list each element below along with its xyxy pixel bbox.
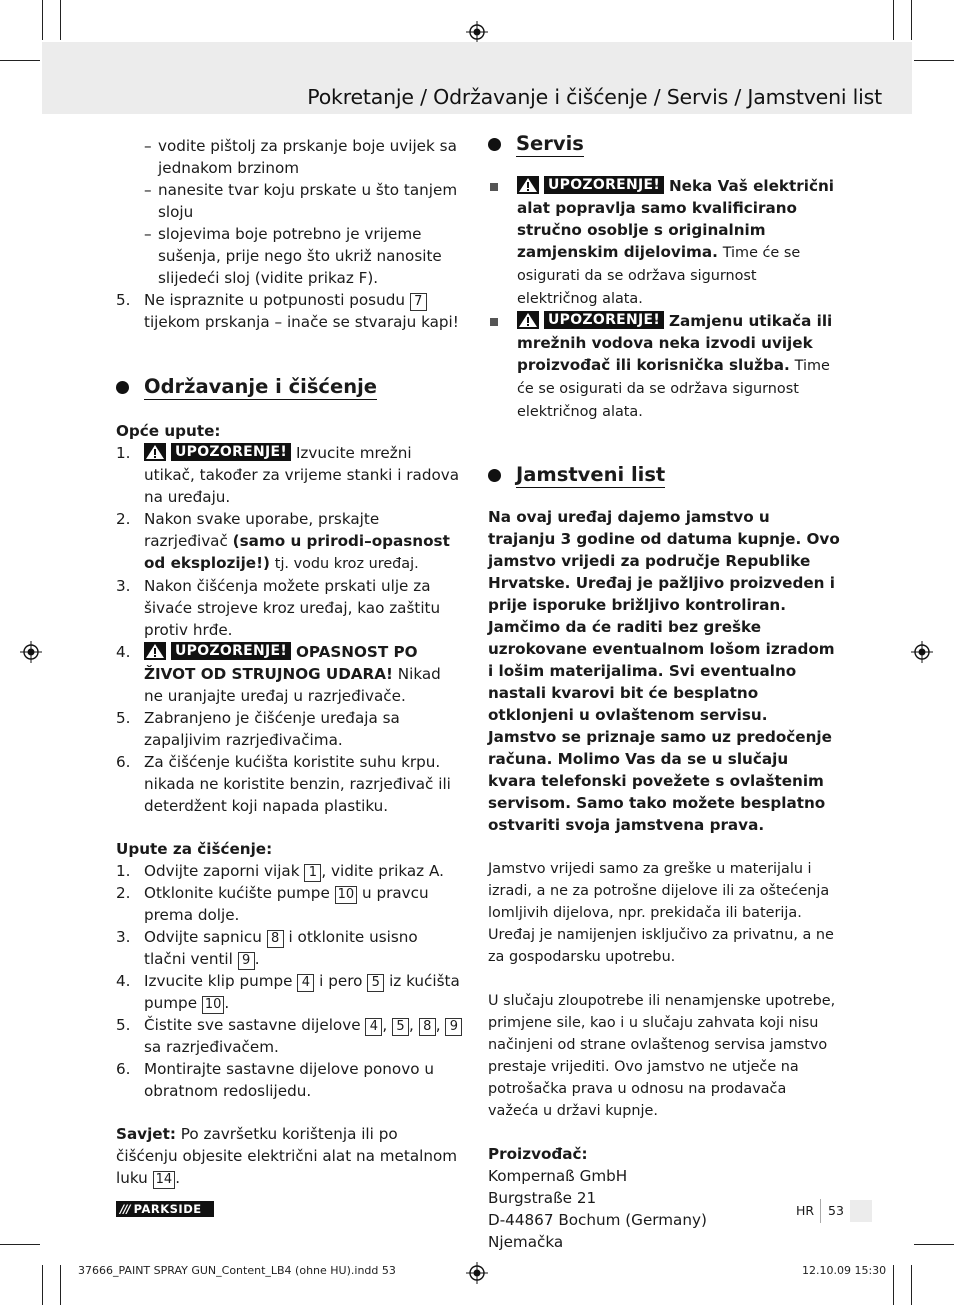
page-number: 53	[828, 1203, 844, 1218]
crop-mark	[42, 1265, 43, 1305]
dash-marker: –	[144, 225, 152, 243]
part-number-box: 8	[267, 930, 284, 948]
section-heading-service: Servis	[488, 132, 840, 157]
warning-triangle-icon	[144, 443, 166, 461]
part-number-box: 7	[410, 293, 427, 311]
cleaning-label: Upute za čišćenje:	[116, 840, 273, 858]
left-column	[116, 135, 464, 1189]
general-item-4: 4. UPOZORENJE! OPASNOST PO ŽIVOT OD STRUJNOG UDARA! Nikad ne uranjajte uređaj u razrjeđivače.	[116, 643, 441, 705]
logo-slashes-icon: ///	[120, 1202, 130, 1216]
general-item-2: 2. Nakon svake uporabe, prskajte razrjeđivač (samo u prirodi–opasnost od eksplozije!) tj. vodu kroz uređaj.	[116, 510, 450, 572]
registration-mark-icon	[20, 641, 42, 663]
warning-badge: UPOZORENJE!	[144, 443, 291, 461]
part-number-box: 4	[365, 1018, 382, 1036]
bullet-dot-icon	[116, 381, 129, 394]
dash-marker: –	[144, 137, 152, 155]
manufacturer-line: Burgstraße 21	[488, 1189, 597, 1207]
crop-mark	[914, 1244, 954, 1245]
general-item-1: 1. UPOZORENJE! Izvucite mrežni utikač, također za vrijeme stanki i radova na uređaju.	[116, 444, 460, 506]
step-5: 5. Ne ispraznite u potpunosti posudu 7 tijekom prskanja – inače se stvaraju kapi!	[116, 291, 459, 331]
crop-mark	[60, 1265, 61, 1305]
part-number-box: 9	[445, 1018, 462, 1036]
registration-mark-icon	[466, 21, 488, 43]
crop-mark	[911, 1265, 912, 1305]
square-bullet-icon	[490, 183, 498, 191]
manufacturer-line: D-44867 Bochum (Germany)	[488, 1211, 707, 1229]
part-number-box: 10	[202, 996, 225, 1014]
part-number-box: 14	[153, 1171, 176, 1189]
page-tab	[850, 1200, 872, 1222]
warning-triangle-icon	[517, 176, 539, 194]
cleaning-step-1: 1. Odvijte zaporni vijak 1 , vidite prikaz A.	[116, 862, 444, 880]
general-item-3: 3. Nakon čišćenja možete prskati ulje za šivaće strojeve kroz uređaj, kao zaštitu protiv hrđe.	[116, 577, 441, 639]
dash-marker: –	[144, 181, 152, 199]
registration-mark-icon	[911, 641, 933, 663]
footer-divider	[820, 1199, 821, 1223]
print-slug-file: 37666_PAINT SPRAY GUN_Content_LB4 (ohne HU).indd 53	[78, 1264, 396, 1277]
part-number-box: 9	[238, 952, 255, 970]
general-item-5: 5. Zabranjeno je čišćenje uređaja sa zapaljivim razrjeđivačima.	[116, 709, 400, 749]
manufacturer-line: Kompernaß GmbH	[488, 1167, 628, 1185]
dash-item: – slojevima boje potrebno je vrijeme sušenja, prije nego što ukriž nanosite slijedeći sloj (vidite prikaz F).	[144, 225, 442, 287]
warranty-paragraph-1: Jamstvo vrijedi samo za greške u materijalu i izradi, a ne za potrošne dijelove ili za oštećenja lomljivih dijelova, npr. prekidača ili baterija. Uređaj je namijenjen isključivo za privatnu, a ne za gospodarsku upotrebu.	[488, 861, 834, 965]
tip-paragraph: Savjet: Po završetku korištenja ili po čišćenju objesite električni alat na metalnom luku 14 .	[116, 1125, 458, 1187]
general-item-6: 6. Za čišćenje kućišta koristite suhu krpu. nikada ne koristite benzin, razrjeđivač ili deterdžent koji napada plastiku.	[116, 753, 451, 815]
crop-mark	[893, 1265, 894, 1305]
part-number-box: 5	[367, 974, 384, 992]
warranty-paragraph-2: U slučaju zloupotrebe ili nenamjenske upotrebe, primjene sile, kao i u slučaju zahvata koji nisu načinjeni od strane ovlaštenog servisa jamstvo prestaje vrijediti. Ovo jamstvo ne utječe na potrošačka prava u odnosu na prodavača važeća u državi kupnje.	[488, 993, 836, 1119]
crop-mark	[893, 0, 894, 40]
warning-badge: UPOZORENJE!	[517, 311, 664, 329]
part-number-box: 4	[297, 974, 314, 992]
language-code: HR	[796, 1203, 815, 1218]
crop-mark	[914, 60, 954, 61]
manufacturer-line: Njemačka	[488, 1233, 564, 1251]
cleaning-step-2: 2. Otklonite kućište pumpe 10 u pravcu prema dolje.	[116, 884, 429, 924]
crop-mark	[60, 0, 61, 40]
warning-badge: UPOZORENJE!	[144, 642, 291, 660]
right-column	[488, 132, 840, 1253]
cleaning-step-3: 3. Odvijte sapnicu 8 i otklonite usisno tlačni ventil 9 .	[116, 928, 418, 968]
crop-mark	[911, 0, 912, 40]
part-number-box: 8	[419, 1018, 436, 1036]
cleaning-step-6: 6. Montirajte sastavne dijelove ponovo u obratnom redoslijedu.	[116, 1060, 434, 1100]
warning-triangle-icon	[144, 642, 166, 660]
crop-mark	[42, 0, 43, 40]
registration-mark-icon	[466, 1262, 488, 1284]
dash-item: – nanesite tvar koju prskate u što tanjem sloju	[144, 181, 458, 221]
warning-badge: UPOZORENJE!	[517, 176, 664, 194]
general-label: Opće upute:	[116, 422, 221, 440]
print-slug-date: 12.10.09 15:30	[802, 1264, 887, 1277]
page-title: Pokretanje / Održavanje i čišćenje / Servis / Jamstveni list	[307, 85, 882, 109]
warranty-bold-paragraph: Na ovaj uređaj dajemo jamstvo u trajanju 3 godine od datuma kupnje. Ovo jamstvo vrijedi za područje Republike Hrvatske. Uređaj je pažljivo proizveden i prije isporuke brižljivo kontroliran. Jamčimo da će raditi bez greške uzrokovane eventualnom lošom izradom i lošim materijalima. Svi eventualno nastali kvarovi bit će besplatno otklonjeni u ovlaštenom servisu. Jamstvo se priznaje samo uz predočenje računa. Molimo Vas da se u slučaju kvara telefonski povežete s ovlaštenim servisom. Samo tako možete besplatno ostvariti svoja jamstvena prava.	[488, 508, 840, 834]
warning-triangle-icon	[517, 311, 539, 329]
section-heading-maintenance: Održavanje i čišćenje	[116, 375, 464, 400]
bullet-dot-icon	[488, 138, 501, 151]
service-item-1: UPOZORENJE! Neka Vaš električni alat popravlja samo kvalificirano stručno osoblje s originalnim zamjenskim dijelovima. Time će se osigurati da se održava sigurnost električnog alata.	[488, 175, 840, 310]
manufacturer-label: Proizvođač:	[488, 1145, 588, 1163]
cleaning-step-5: 5. Čistite sve sastavne dijelove 4 , 5 , 8 , 9 sa razrjeđivačem.	[116, 1014, 464, 1058]
dash-item: – vodite pištolj za prskanje boje uvijek sa jednakom brzinom	[144, 137, 457, 177]
parkside-logo: /// PARKSIDE	[116, 1201, 214, 1217]
part-number-box: 5	[392, 1018, 409, 1036]
crop-mark	[0, 1244, 40, 1245]
bullet-dot-icon	[488, 469, 501, 482]
part-number-box: 1	[304, 864, 321, 882]
cleaning-step-4: 4. Izvucite klip pumpe 4 i pero 5 iz kućišta pumpe 10 .	[116, 972, 460, 1012]
section-heading-warranty: Jamstveni list	[488, 463, 840, 488]
service-item-2: UPOZORENJE! Zamjenu utikača ili mrežnih vodova neka izvodi uvijek proizvođač ili korisnička služba. Time će se osigurati da se održava sigurnost električnog alata.	[488, 310, 840, 423]
crop-mark	[0, 60, 40, 61]
part-number-box: 10	[335, 886, 358, 904]
square-bullet-icon	[490, 318, 498, 326]
